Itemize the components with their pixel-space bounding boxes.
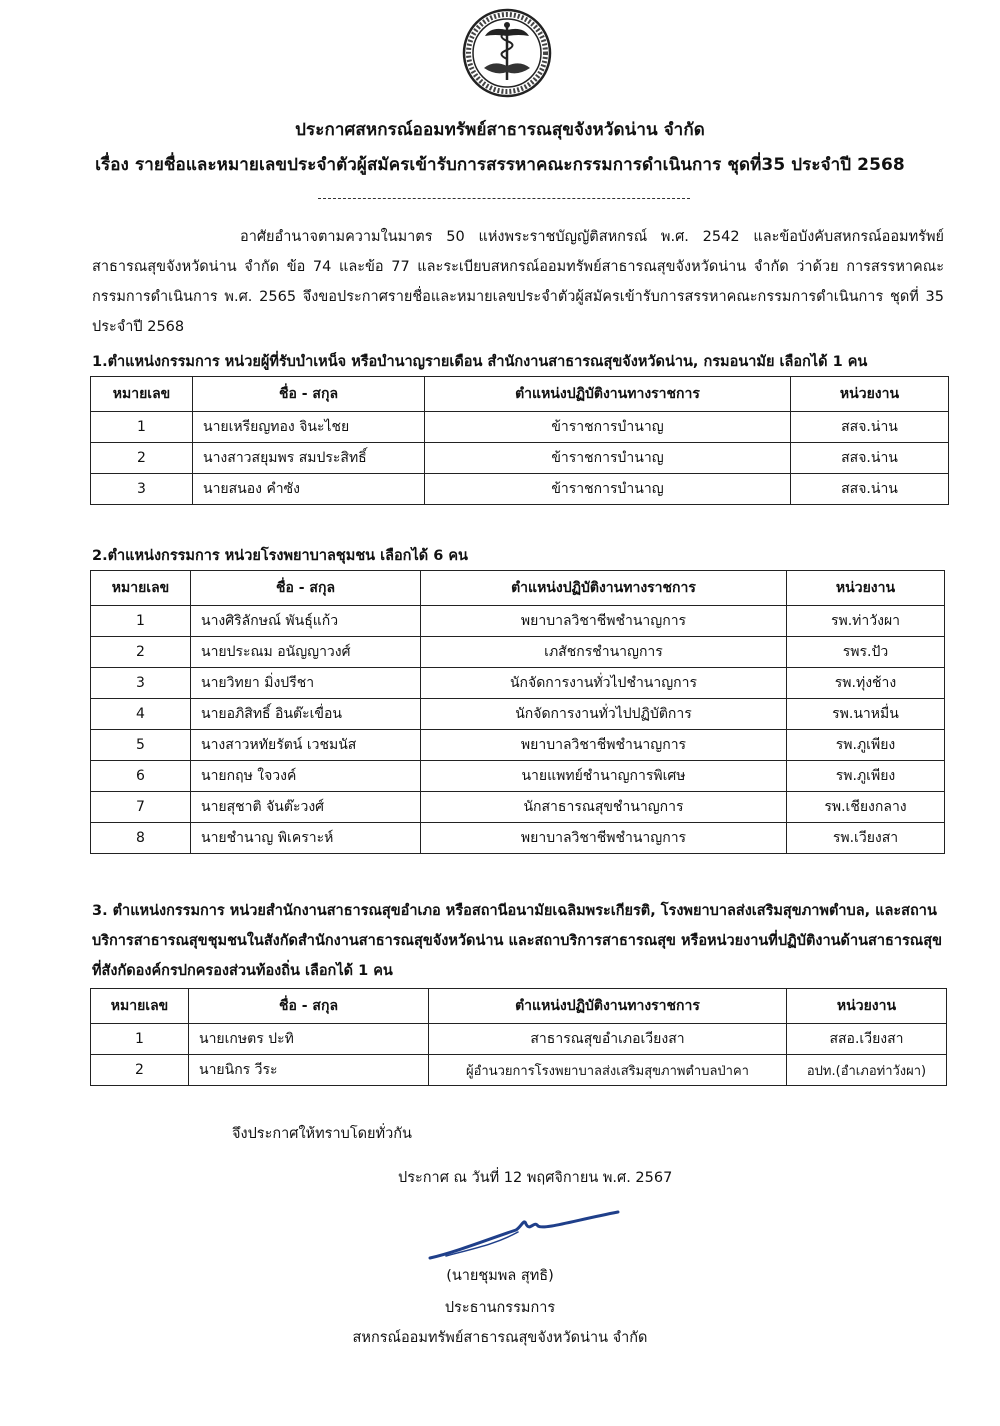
- cell-number: 3: [91, 474, 193, 505]
- section-2-table: [90, 570, 945, 854]
- cell-name: นายอภิสิทธิ์ อินต๊ะเขื่อน: [191, 699, 421, 730]
- table-row: [91, 761, 945, 792]
- cell-number: 2: [91, 443, 193, 474]
- table-row: [91, 474, 949, 505]
- col-number-header: หมายเลข: [91, 989, 189, 1024]
- table-row: [91, 412, 949, 443]
- cell-number: 1: [91, 606, 191, 637]
- cell-number: 5: [91, 730, 191, 761]
- table-row: [91, 1024, 947, 1055]
- cell-position: นักจัดการงานทั่วไปชำนาญการ: [421, 668, 787, 699]
- section-2-heading: 2.ตำแหน่งกรรมการ หน่วยโรงพยาบาลชุมชน เลือกได้ 6 คน: [92, 548, 468, 564]
- cell-name: นายประณม อนัญญาวงศ์: [191, 637, 421, 668]
- cell-number: 6: [91, 761, 191, 792]
- cell-name: นายเกษตร ปะทิ: [189, 1024, 429, 1055]
- table-row: [91, 443, 949, 474]
- cell-name: นายวิทยา มิ่งปรีชา: [191, 668, 421, 699]
- table-header-row: [91, 989, 947, 1024]
- cell-number: 8: [91, 823, 191, 854]
- table-row: [91, 792, 945, 823]
- col-unit-header: หน่วยงาน: [791, 377, 949, 412]
- cell-number: 2: [91, 637, 191, 668]
- table-row: [91, 637, 945, 668]
- cell-name: นายชำนาญ พิเคราะห์: [191, 823, 421, 854]
- cell-name: นางศิริลักษณ์ พันธุ์แก้ว: [191, 606, 421, 637]
- table-header-row: [91, 571, 945, 606]
- table-row: [91, 730, 945, 761]
- col-position-header: ตำแหน่งปฏิบัติงานทางราชการ: [425, 377, 791, 412]
- cell-unit: อปท.(อำเภอท่าวังผา): [787, 1055, 947, 1086]
- col-number-header: หมายเลข: [91, 571, 191, 606]
- section-3-table: [90, 988, 947, 1086]
- table-row: [91, 1055, 947, 1086]
- document-subject: เรื่อง รายชื่อและหมายเลขประจำตัวผู้สมัครเข้ารับการสรรหาคณะกรรมการดำเนินการ ชุดที่35 ประจำปี 2568: [95, 155, 905, 175]
- table-row: [91, 606, 945, 637]
- cell-number: 3: [91, 668, 191, 699]
- cell-unit: สสจ.น่าน: [791, 474, 949, 505]
- announcement-closing: จึงประกาศให้ทราบโดยทั่วกัน: [232, 1126, 412, 1142]
- section-1-table: [90, 376, 949, 505]
- cell-number: 2: [91, 1055, 189, 1086]
- cell-unit: รพ.ท่าวังผา: [787, 606, 945, 637]
- cell-name: นายนิกร วีระ: [189, 1055, 429, 1086]
- document-title: ประกาศสหกรณ์ออมทรัพย์สาธารณสุขจังหวัดน่าน จำกัด: [295, 120, 705, 140]
- intro-paragraph: [92, 222, 944, 342]
- col-name-header: ชื่อ - สกุล: [189, 989, 429, 1024]
- col-name-header: ชื่อ - สกุล: [191, 571, 421, 606]
- cell-unit: รพ.เวียงสา: [787, 823, 945, 854]
- cell-number: 1: [91, 1024, 189, 1055]
- cell-unit: สสจ.น่าน: [791, 443, 949, 474]
- cell-name: นายเหรียญทอง จินะไชย: [193, 412, 425, 443]
- intro-text: อาศัยอำนาจตามความในมาตร 50 แห่งพระราชบัญญัติสหกรณ์ พ.ศ. 2542 และข้อบังคับสหกรณ์ออมทรัพย์สาธารณสุขจังหวัดน่าน จำกัด ข้อ 74 และข้อ 77 และระเบียบสหกรณ์ออมทรัพย์สาธารณสุขจังหวัดน่าน จำกัด ว่าด้วย การสรรหาคณะกรรมการดำเนินการ พ.ศ. 2565 จึงขอประกาศรายชื่อและหมายเลขประจำตัวผู้สมัครเข้ารับการสรรหาคณะกรรมการดำเนินการ ชุดที่ 35 ประจำปี 2568: [92, 229, 944, 335]
- signer-organization: สหกรณ์ออมทรัพย์สาธารณสุขจังหวัดน่าน จำกัด: [352, 1330, 648, 1346]
- cell-position: พยาบาลวิชาชีพชำนาญการ: [421, 606, 787, 637]
- table-row: [91, 668, 945, 699]
- cell-position: พยาบาลวิชาชีพชำนาญการ: [421, 730, 787, 761]
- section-1-heading: 1.ตำแหน่งกรรมการ หน่วยผู้ที่รับบำเหน็จ หรือบำนาญรายเดือน สำนักงานสาธารณสุขจังหวัดน่าน, กรมอนามัย เลือกได้ 1 คน: [92, 354, 868, 370]
- signature-icon: [426, 1200, 626, 1270]
- cell-position: ข้าราชการบำนาญ: [425, 474, 791, 505]
- cell-name: นางสาวสยุมพร สมประสิทธิ์: [193, 443, 425, 474]
- cell-name: นายสุชาติ จันต๊ะวงศ์: [191, 792, 421, 823]
- cell-unit: สสอ.เวียงสา: [787, 1024, 947, 1055]
- cell-number: 4: [91, 699, 191, 730]
- cell-position: ผู้อำนวยการโรงพยาบาลส่งเสริมสุขภาพตำบลป่าคา: [429, 1055, 787, 1086]
- cell-name: นายสนอง คำซัง: [193, 474, 425, 505]
- table-row: [91, 823, 945, 854]
- cell-unit: รพ.เชียงกลาง: [787, 792, 945, 823]
- signer-name: (นายชุมพล สุทธิ): [446, 1268, 554, 1284]
- col-number-header: หมายเลข: [91, 377, 193, 412]
- table-row: [91, 699, 945, 730]
- cell-position: นักสาธารณสุขชำนาญการ: [421, 792, 787, 823]
- title-divider: [318, 198, 690, 199]
- cell-unit: รพ.ภูเพียง: [787, 730, 945, 761]
- cell-position: นักจัดการงานทั่วไปปฏิบัติการ: [421, 699, 787, 730]
- cell-position: สาธารณสุขอำเภอเวียงสา: [429, 1024, 787, 1055]
- col-name-header: ชื่อ - สกุล: [193, 377, 425, 412]
- cell-unit: รพ.ทุ่งช้าง: [787, 668, 945, 699]
- cell-unit: รพ.นาหมื่น: [787, 699, 945, 730]
- announcement-date: ประกาศ ณ วันที่ 12 พฤศจิกายน พ.ศ. 2567: [398, 1170, 673, 1186]
- col-unit-header: หน่วยงาน: [787, 989, 947, 1024]
- cooperative-seal-icon: [462, 8, 552, 98]
- cell-name: นายกฤษ ใจวงค์: [191, 761, 421, 792]
- cell-position: นายแพทย์ชำนาญการพิเศษ: [421, 761, 787, 792]
- col-position-header: ตำแหน่งปฏิบัติงานทางราชการ: [421, 571, 787, 606]
- cell-position: พยาบาลวิชาชีพชำนาญการ: [421, 823, 787, 854]
- section-3-heading: 3. ตำแหน่งกรรมการ หน่วยสำนักงานสาธารณสุขอำเภอ หรือสถานีอนามัยเฉลิมพระเกียรติ, โรงพยาบาลส่งเสริมสุขภาพตำบล, และสถานบริการสาธารณสุขชุมชนในสังกัดสำนักงานสาธารณสุขจังหวัดน่าน และสถาบริการสาธารณสุข หรือหน่วยงานที่ปฏิบัติงานด้านสาธารณสุขที่สังกัดองค์กรปกครองส่วนท้องถิ่น เลือกได้ 1 คน: [92, 903, 943, 979]
- table-header-row: [91, 377, 949, 412]
- cell-unit: รพ.ภูเพียง: [787, 761, 945, 792]
- cell-number: 1: [91, 412, 193, 443]
- col-position-header: ตำแหน่งปฏิบัติงานทางราชการ: [429, 989, 787, 1024]
- cell-position: เภสัชกรชำนาญการ: [421, 637, 787, 668]
- cell-unit: สสจ.น่าน: [791, 412, 949, 443]
- signer-role: ประธานกรรมการ: [444, 1300, 556, 1316]
- cell-name: นางสาวหทัยรัตน์ เวชมนัส: [191, 730, 421, 761]
- cell-number: 7: [91, 792, 191, 823]
- col-unit-header: หน่วยงาน: [787, 571, 945, 606]
- cell-unit: รพร.ปัว: [787, 637, 945, 668]
- cell-position: ข้าราชการบำนาญ: [425, 412, 791, 443]
- cell-position: ข้าราชการบำนาญ: [425, 443, 791, 474]
